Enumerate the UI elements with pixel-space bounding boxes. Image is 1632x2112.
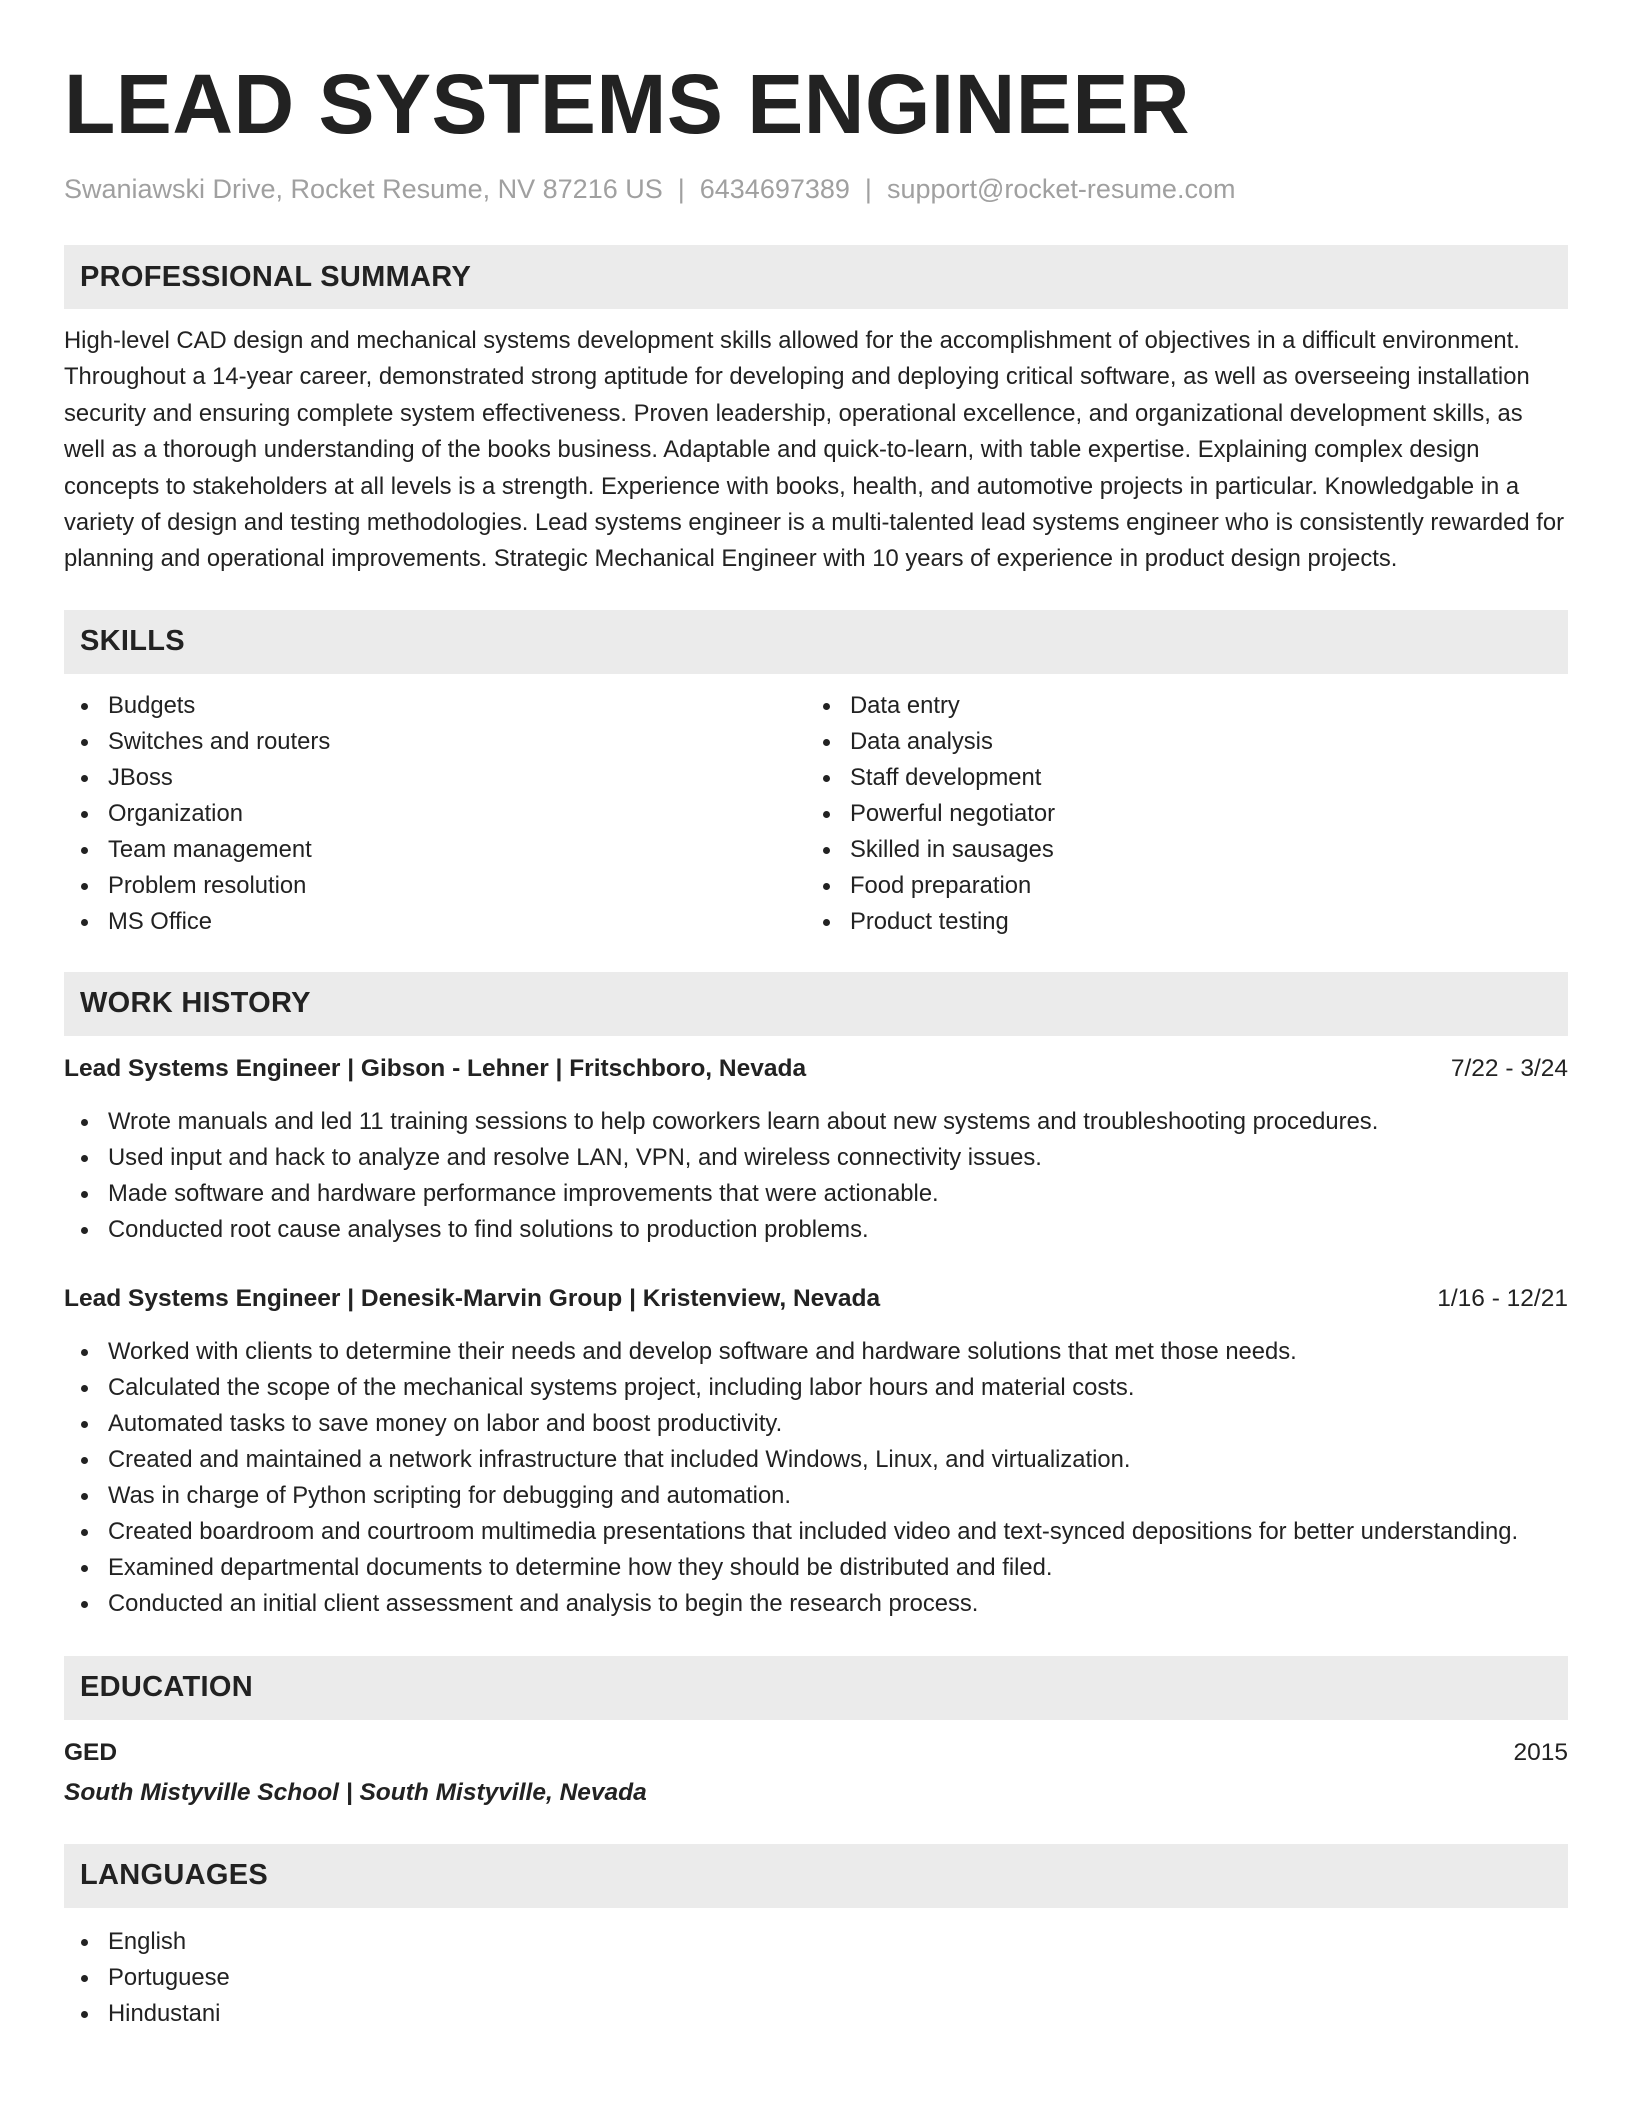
work-section-header: WORK HISTORY [64,972,1568,1036]
education-header [64,1736,1568,1770]
job-bullet: Made software and hardware performance improvements that were actionable. [64,1176,1568,1212]
skill-item: Food preparation [806,868,1548,904]
skills-list-left [64,688,806,940]
skill-item: Data entry [806,688,1548,724]
skill-item: Staff development [806,760,1548,796]
job-header [64,1052,1568,1086]
job-dates: 1/16 - 12/21 [1437,1284,1568,1312]
summary-text: High-level CAD design and mechanical systems development skills allowed for the accomplishment of objectives in a difficult environment. Throughout a 14-year career, demonstrated strong aptitude for developing and deploying critical software, as well as overseeing installation security and ensuring complete system effectiveness. Proven leadership, operational excellence, and organizational development skills, as well as a thorough understanding of the books business. Adaptable and quick-to-learn, with table expertise. Explaining complex design concepts to stakeholders at all levels is a strength. Experience with books, health, and automotive projects in particular. Knowledgable in a variety of design and testing methodologies. Lead systems engineer is a multi-talented lead systems engineer who is consistently rewarded for planning and operational improvements. Strategic Mechanical Engineer with 10 years of experience in product design projects. [64,327,1565,573]
job-bullet: Created and maintained a network infrastructure that included Windows, Linux, and virtualization. [64,1442,1568,1478]
resume-title: LEAD SYSTEMS ENGINEER [64,57,1191,151]
skills-column-left [64,688,806,940]
skill-item: Switches and routers [64,724,806,760]
skill-item: MS Office [64,904,806,940]
job-entry [64,1052,1568,1248]
job-bullets [64,1334,1568,1622]
education-degree: GED [64,1738,118,1766]
job-bullet: Calculated the scope of the mechanical systems project, including labor hours and material costs. [64,1370,1568,1406]
skill-item: Data analysis [806,724,1548,760]
contact-phone: 6434697389 [699,174,850,204]
skills-section-header: SKILLS [64,610,1568,674]
job-bullets [64,1104,1568,1248]
education-entry [64,1736,1568,1810]
language-item: English [64,1924,1568,1960]
education-year: 2015 [1513,1738,1568,1766]
job-title: Lead Systems Engineer | Denesik-Marvin Group | Kristenview, Nevada [64,1284,881,1312]
job-header [64,1282,1568,1316]
job-bullet: Examined departmental documents to determine how they should be distributed and filed. [64,1550,1568,1586]
job-bullet: Created boardroom and courtroom multimedia presentations that included video and text-synced depositions for better understanding. [64,1514,1568,1550]
skill-item: Powerful negotiator [806,796,1548,832]
job-dates: 7/22 - 3/24 [1450,1054,1568,1082]
job-bullet: Was in charge of Python scripting for debugging and automation. [64,1478,1568,1514]
skill-item: Organization [64,796,806,832]
language-item: Portuguese [64,1960,1568,1996]
contact-email: support@rocket-resume.com [886,174,1236,204]
skill-item: Problem resolution [64,868,806,904]
skill-item: Skilled in sausages [806,832,1548,868]
job-bullet: Wrote manuals and led 11 training sessions to help coworkers learn about new systems and troubleshooting procedures. [64,1104,1568,1140]
skills-grid [64,688,1568,940]
skill-item: JBoss [64,760,806,796]
education-section-header: EDUCATION [64,1656,1568,1720]
contact-separator: | [864,174,872,204]
contact-separator: | [677,174,685,204]
job-entry [64,1282,1568,1622]
job-bullet: Conducted root cause analyses to find solutions to production problems. [64,1212,1568,1248]
job-bullet: Conducted an initial client assessment and analysis to begin the research process. [64,1586,1568,1622]
education-school: South Mistyville School | South Mistyville, Nevada [64,1778,647,1806]
language-item: Hindustani [64,1996,1568,2032]
job-bullet: Automated tasks to save money on labor and boost productivity. [64,1406,1568,1442]
job-bullet: Worked with clients to determine their needs and develop software and hardware solutions that met those needs. [64,1334,1568,1370]
resume-page [64,56,1568,2032]
job-bullet: Used input and hack to analyze and resolve LAN, VPN, and wireless connectivity issues. [64,1140,1568,1176]
skill-item: Budgets [64,688,806,724]
skill-item: Product testing [806,904,1548,940]
job-title: Lead Systems Engineer | Gibson - Lehner | Fritschboro, Nevada [64,1054,807,1082]
summary-section-header: PROFESSIONAL SUMMARY [64,245,1568,309]
contact-address: Swaniawski Drive, Rocket Resume, NV 87216 US [64,174,663,204]
languages-section-header: LANGUAGES [64,1844,1568,1908]
skill-item: Team management [64,832,806,868]
languages-list [64,1924,1568,2032]
contact-line [64,172,1568,206]
skills-column-right [806,688,1548,940]
skills-list-right [806,688,1548,940]
